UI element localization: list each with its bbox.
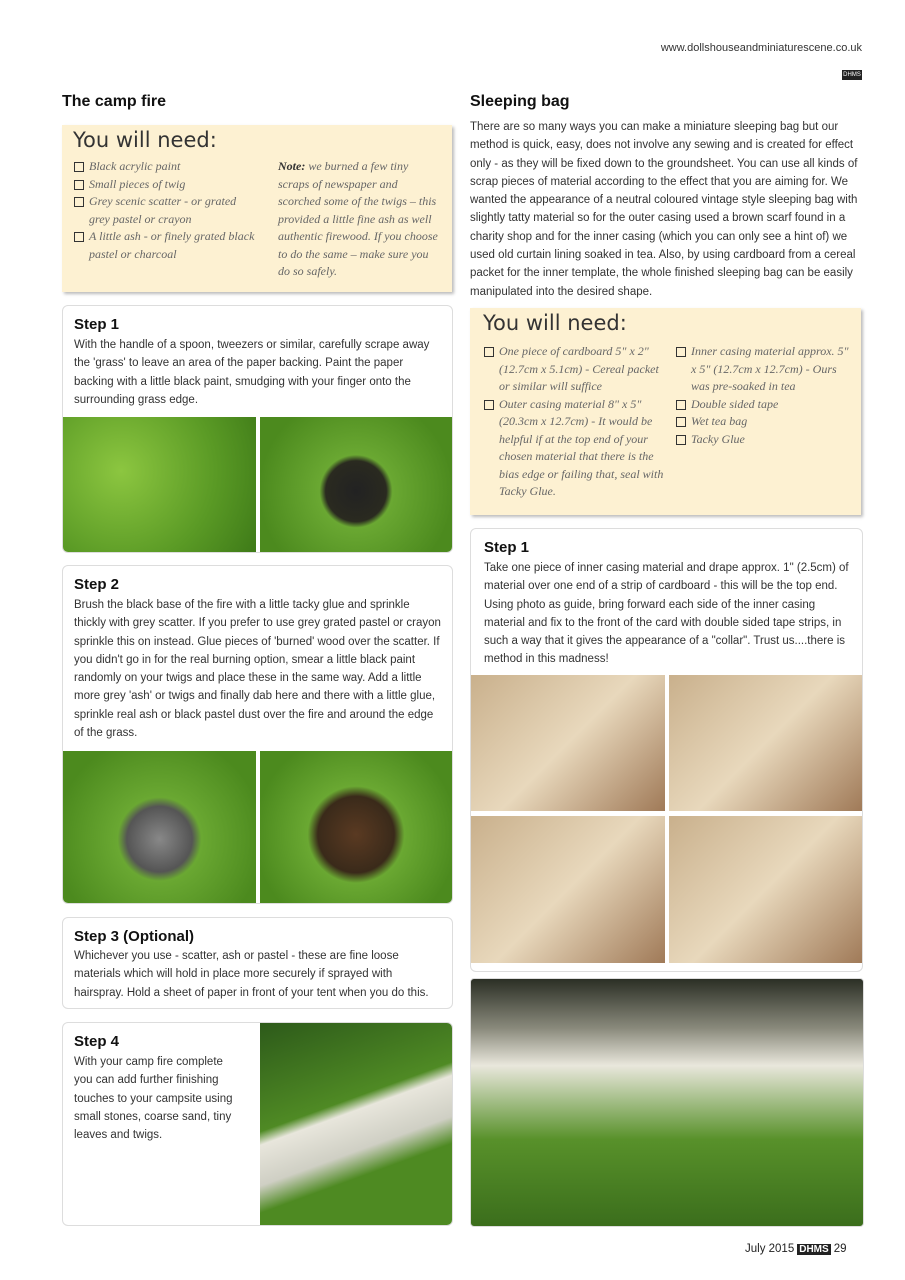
mini-logo: DHMS: [843, 72, 861, 78]
needs-item: Grey scenic scatter - or grated grey pastel or crayon: [73, 193, 258, 228]
needs-item: Wet tea bag: [675, 413, 850, 431]
campfire-step-2: [62, 565, 453, 904]
photo-grey-scatter: [63, 751, 256, 903]
needs-item: Tacky Glue: [675, 431, 850, 449]
step-title: Step 2: [74, 576, 120, 593]
photo-collar: [669, 816, 862, 963]
photo-black-base: [260, 417, 452, 552]
note-text: we burned a few tiny scraps of newspaper and scorched some of the twigs – this provided a little fine ash as well authentic firewood. If you choose to do the same – make sure you do so safely.: [278, 159, 438, 278]
step-text: Brush the black base of the fire with a little tacky glue and sprinkle thickly with grey scatter. If you prefer to use grey grated pastel or crayon sprinkle this on instead. Glue pieces of 'burned' wood over the scatter. If you didn't go in for the real burning option, smear a little black paint randomly on your twigs and place these in the same way. Add a little more grey 'ash' or twigs and finally dab here and there with a little glue, sprinkle real ash or black pastel dust over the fire and around the edge of the grass.: [74, 599, 441, 740]
note-label: Note:: [278, 159, 306, 173]
photo-dolls-campsite: [470, 978, 864, 1227]
issue-date: July 2015: [745, 1243, 795, 1255]
needs-item: Double sided tape: [675, 396, 850, 414]
photo-fold: [471, 816, 665, 963]
footer-logo: DHMS: [799, 1244, 829, 1255]
camp-fire-needs-box: [62, 125, 452, 292]
sleeping-bag-intro: There are so many ways you can make a miniature sleeping bag but our method is quick, easy, does not involve any sewing and is created for effect only - as they will be fixed down to the groundsheet. You can use all kinds of scrap pieces of material according to the effect that you are aiming for. We wanted the appearance of a neutral coloured vintage style sleeping bag with slightly tatty material so for the outer casing used a brown scarf found in a charity shop and for the inner casing (which you can only see a hint of) we used old curtain lining soaked in tea. Also, by using cardboard from a cereal packet for the inner template, the whole finished sleeping bag can be easily manipulated into the desired shape.: [470, 121, 858, 298]
step-text: Take one piece of inner casing material and drape approx. 1" (2.5cm) of material over one end of a strip of cardboard - this will be the top end. Using photo as guide, bring forward each side of the inner casing material and fix to the front of the card with double sided tape strips, in such a way that it gives the appearance of a "collar". Trust us....there is method in this madness!: [484, 562, 849, 666]
photo-materials: [471, 675, 665, 811]
needs-item: Black acrylic paint: [73, 158, 258, 176]
page-number: 29: [833, 1243, 847, 1255]
needs-item: One piece of cardboard 5" x 2" (12.7cm x 5.1cm) - Cereal packet or similar will suffice: [483, 343, 665, 396]
needs-item: Inner casing material approx. 5" x 5" (12.7cm x 12.7cm) - Ours was pre-soaked in tea: [675, 343, 850, 396]
campfire-step-1: [62, 305, 453, 553]
sleeping-bag-needs-box: [470, 308, 861, 515]
step-text: Whichever you use - scatter, ash or pastel - these are fine loose materials which will hold in place more securely if sprayed with hairspray. Hold a sheet of paper in front of your tent when you do this.: [74, 950, 429, 999]
needs-item: Small pieces of twig: [73, 176, 258, 194]
note: [278, 158, 438, 281]
needs-item: A little ash - or finely grated black pastel or charcoal: [73, 228, 258, 263]
needs-list-1: [483, 343, 665, 501]
campfire-step-3: [62, 917, 453, 1009]
step-title: Step 1: [74, 316, 120, 333]
photo-burned-twigs: [260, 751, 452, 903]
campfire-step-4: [62, 1022, 453, 1226]
step-text: With your camp fire complete you can add further finishing touches to your campsite using small stones, coarse sand, tiny leaves and twigs.: [74, 1056, 233, 1142]
step-title: Step 3 (Optional): [74, 928, 194, 945]
step-text: With the handle of a spoon, tweezers or similar, carefully scrape away the 'grass' to leave an area of the paper backing. Paint the paper backing with a little black paint, smudging with your finger onto the surrounding grass edge.: [74, 339, 430, 406]
photo-tent-campsite: [260, 1023, 452, 1225]
website-url: www.dollshouseandminiaturescene.co.uk: [660, 42, 862, 54]
needs-item: Outer casing material 8" x 5" (20.3cm x 12.7cm) - It would be helpful if at the top end of your chosen material that there is the bias edge or failing that, seal with Tacky Glue.: [483, 396, 665, 501]
sleeping-bag-heading: Sleeping bag: [470, 93, 570, 110]
needs-title: You will need:: [483, 311, 627, 335]
step-title: Step 1: [484, 539, 530, 556]
needs-list: [73, 158, 258, 263]
footer: [745, 1243, 846, 1255]
needs-list-2: [675, 343, 850, 448]
sleeping-bag-step-1: [470, 528, 863, 972]
photo-drape: [669, 675, 862, 811]
needs-title: You will need:: [73, 128, 217, 152]
camp-fire-heading: The camp fire: [62, 93, 167, 110]
step-title: Step 4: [74, 1033, 120, 1050]
photo-scraped-grass: [63, 417, 256, 552]
